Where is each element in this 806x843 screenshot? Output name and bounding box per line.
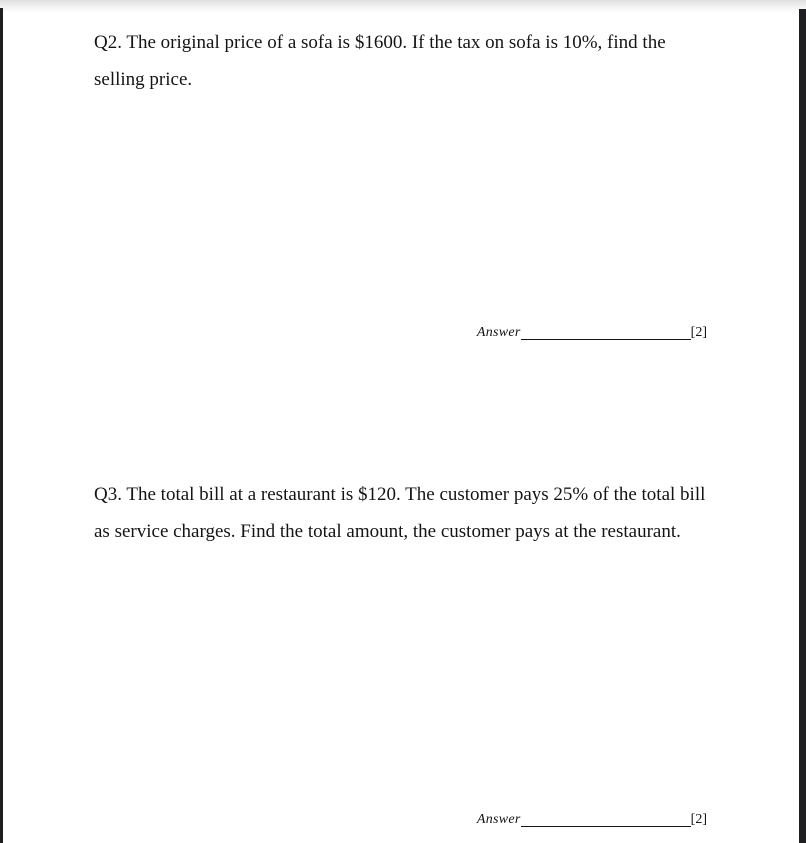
answer-blank-line <box>521 825 691 827</box>
answer-row-q2 <box>477 324 707 341</box>
marks-badge: [2] <box>690 325 707 340</box>
answer-row-q3 <box>477 811 707 828</box>
page-right-edge <box>799 9 806 843</box>
question-text-q2: Q2. The original price of a sofa is $1600. If the tax on sofa is 10%, find the selling price. <box>94 32 666 90</box>
page-left-edge <box>0 8 3 843</box>
answer-blank-line <box>521 338 691 340</box>
answer-label: Answer <box>476 325 521 340</box>
marks-badge: [2] <box>690 812 707 827</box>
question-text-q3: Q3. The total bill at a restaurant is $120. The customer pays 25% of the total bill as service charges. Find the total amount, the customer pays at the restaurant. <box>94 484 706 542</box>
answer-label: Answer <box>476 812 521 827</box>
page-top-shadow <box>0 0 806 13</box>
